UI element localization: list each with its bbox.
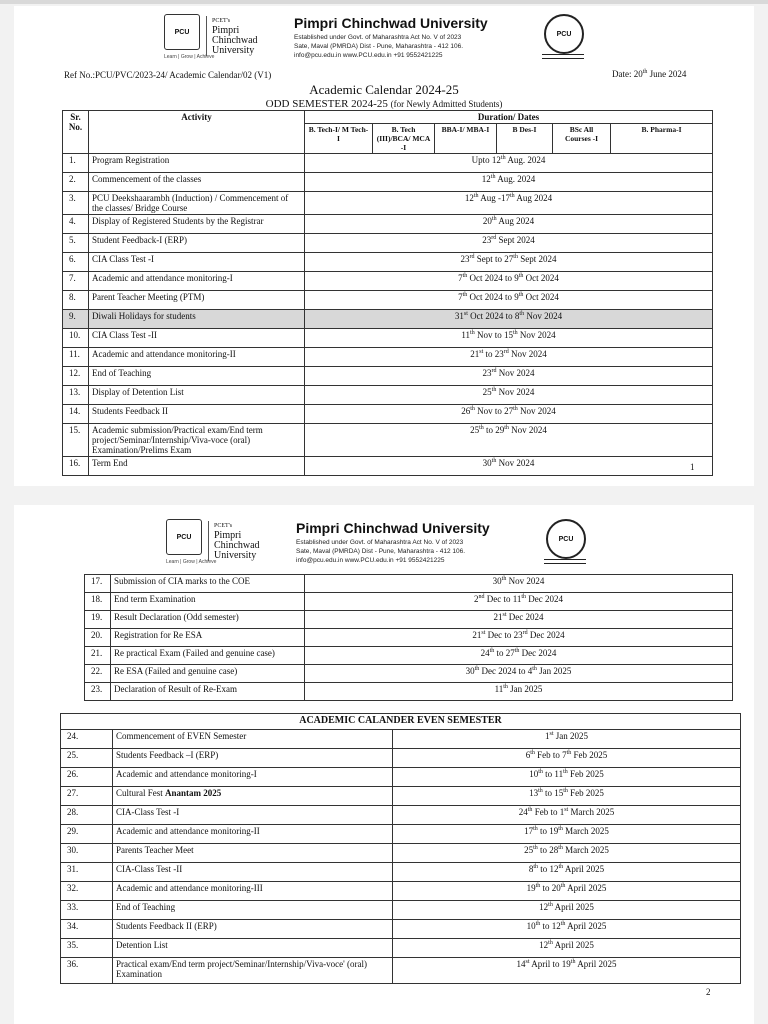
date-cell: 19th to 20th April 2025 [393,882,741,901]
activity-cell: CIA Class Test -I [89,253,305,272]
logo-wordmark-top: PCET's [214,523,233,529]
logo-wordmark [208,521,270,561]
row-number: 6. [63,253,89,272]
row-number: 4. [63,215,89,234]
program-header: B. Pharma-I [611,124,713,154]
table-row [61,939,741,958]
table-row [61,749,741,768]
logo-wordmark-line: Pimpri [214,530,242,541]
activity-cell: Students Feedback II (ERP) [113,920,393,939]
activity-cell: Result Declaration (Odd semester) [111,611,305,629]
date-cell: 26th Nov to 27th Nov 2024 [305,405,713,424]
logo-text: PCU [176,533,192,541]
row-number: 23. [85,683,111,701]
activity-cell: Registration for Re ESA [111,629,305,647]
table-row [63,253,713,272]
date-cell: 8th to 12th April 2025 [393,863,741,882]
table-row [63,154,713,173]
date-cell: 17th to 19th March 2025 [393,825,741,844]
activity-cell: Academic and attendance monitoring-II [113,825,393,844]
table-row [61,768,741,787]
university-seal-icon: PCU [546,519,586,559]
page-number: 2 [706,987,711,997]
table-row [85,593,733,611]
activity-cell: CIA Class Test -II [89,329,305,348]
logo-wordmark-line: Chinchwad [214,540,260,551]
activity-cell: PCU Deekshaarambh (Induction) / Commencement of the classes/ Bridge Course [89,192,305,215]
table-row [63,405,713,424]
program-header: B. Tech-I/ M Tech-I [305,124,373,154]
date-cell: 20th Aug 2024 [305,215,713,234]
activity-cell: Student Feedback-I (ERP) [89,234,305,253]
table-row [61,901,741,920]
activity-cell: CIA-Class Test -I [113,806,393,825]
table-row [61,882,741,901]
row-number: 24. [61,730,113,749]
tagline: Learn | Grow | Achieve [164,54,215,60]
date-cell: Upto 12th Aug. 2024 [305,154,713,173]
table-row [61,806,741,825]
date-cell: 10th to 11th Feb 2025 [393,768,741,787]
table-row [63,173,713,192]
table-row [63,291,713,310]
page-title: Academic Calendar 2024-25 [309,82,459,97]
activity-cell: Academic submission/Practical exam/End term project/Seminar/Internship/Viva-voce (oral) Examination/Prelims Exam [89,424,305,457]
address-line: Sate, Maval (PMRDA) Dist - Pune, Maharashtra - 412 106. [296,548,466,555]
table-row [63,192,713,215]
activity-cell: End of Teaching [113,901,393,920]
activity-cell: Program Registration [89,154,305,173]
even-semester-heading: ACADEMIC CALANDER EVEN SEMESTER [61,714,741,730]
row-number: 5. [63,234,89,253]
activity-cell: End term Examination [111,593,305,611]
even-semester-table [60,713,741,984]
activity-cell: Parents Teacher Meet [113,844,393,863]
seal-underline [544,559,586,564]
row-number: 16. [63,457,89,476]
logo-wordmark-line: Pimpri [212,25,240,36]
date-cell: 7th Oct 2024 to 9th Oct 2024 [305,272,713,291]
activity-cell: Submission of CIA marks to the COE [111,575,305,593]
logo-wordmark [206,16,268,56]
activity-cell: Commencement of EVEN Semester [113,730,393,749]
activity-cell: Parent Teacher Meeting (PTM) [89,291,305,310]
date-cell: 24th to 27th Dec 2024 [305,647,733,665]
document-page-2 [14,505,754,1024]
table-row [85,647,733,665]
table-row [63,272,713,291]
seal-underline [542,54,584,59]
row-number: 34. [61,920,113,939]
activity-cell: Detention List [113,939,393,958]
row-number: 10. [63,329,89,348]
row-number: 2. [63,173,89,192]
letterhead [164,14,614,66]
university-name: Pimpri Chinchwad University [296,520,490,536]
date-cell: 12th April 2025 [393,901,741,920]
row-number: 12. [63,367,89,386]
university-logo [166,519,202,555]
university-seal-icon: PCU [544,14,584,54]
table-row [63,234,713,253]
activity-cell: Academic and attendance monitoring-II [89,348,305,367]
semester-subtitle [14,98,754,110]
table-row [85,611,733,629]
university-name: Pimpri Chinchwad University [294,15,488,31]
date-cell: 25th to 29th Nov 2024 [305,424,713,457]
table-row [63,329,713,348]
activity-cell: Diwali Holidays for students [89,310,305,329]
table-row [61,920,741,939]
column-header-sr: Sr. No. [63,111,89,154]
page-number: 1 [690,462,695,472]
table-row [61,863,741,882]
table-row [61,730,741,749]
activity-cell: Term End [89,457,305,476]
row-number: 29. [61,825,113,844]
logo-wordmark-line: University [214,550,257,561]
address-line: Sate, Maval (PMRDA) Dist - Pune, Maharashtra - 412 106. [294,43,464,50]
viewer-top-bar [0,0,768,4]
activity-cell: Students Feedback –I (ERP) [113,749,393,768]
row-number: 19. [85,611,111,629]
row-number: 31. [61,863,113,882]
row-number: 18. [85,593,111,611]
table-row [61,844,741,863]
program-header: B Des-I [497,124,553,154]
document-date: Date: 20th June 2024 [612,69,687,79]
date-cell: 25th to 28th March 2025 [393,844,741,863]
date-cell: 10th to 12th April 2025 [393,920,741,939]
row-number: 7. [63,272,89,291]
table-row [63,348,713,367]
activity-cell: Re ESA (Failed and genuine case) [111,665,305,683]
even-semester-rows [61,730,741,984]
column-header-duration: Duration/ Dates [305,111,713,124]
table-row [63,424,713,457]
activity-cell: Academic and attendance monitoring-I [89,272,305,291]
row-number: 8. [63,291,89,310]
date-cell: 30th Nov 2024 [305,575,733,593]
table-row [61,825,741,844]
date-cell: 30th Dec 2024 to 4th Jan 2025 [305,665,733,683]
date-cell: 24th Feb to 1st March 2025 [393,806,741,825]
row-number: 11. [63,348,89,367]
date-cell: 21st Dec 2024 [305,611,733,629]
row-number: 21. [85,647,111,665]
table-row [63,367,713,386]
date-cell: 23rd Sept to 27th Sept 2024 [305,253,713,272]
establishment-line: Established under Govt. of Maharashtra Act No. V of 2023 [294,34,462,41]
row-number: 32. [61,882,113,901]
document-page-1 [14,6,754,486]
row-number: 33. [61,901,113,920]
table-row [85,683,733,701]
row-number: 15. [63,424,89,457]
row-number: 26. [61,768,113,787]
reference-number: Ref No.:PCU/PVC/2023-24/ Academic Calendar/02 (V1) [64,70,272,80]
row-number: 17. [85,575,111,593]
date-cell: 21st Dec to 23rd Dec 2024 [305,629,733,647]
contact-line: info@pcu.edu.in www.PCU.edu.in +91 9552421225 [296,557,445,564]
date-cell: 31st Oct 2024 to 8th Nov 2024 [305,310,713,329]
semester-subtitle-main: ODD SEMESTER 2024-25 [265,98,388,110]
program-header: BSc All Courses -I [553,124,611,154]
date-cell: 11th Jan 2025 [305,683,733,701]
date-cell: 6th Feb to 7th Feb 2025 [393,749,741,768]
tagline: Learn | Grow | Achieve [166,559,217,565]
program-header: B. Tech (III)/BCA/ MCA -I [373,124,435,154]
odd-semester-continued-table [84,574,733,701]
logo-wordmark-top: PCET's [212,18,231,24]
row-number: 27. [61,787,113,806]
date-cell: 23rd Sept 2024 [305,234,713,253]
row-number: 30. [61,844,113,863]
activity-cell: Display of Detention List [89,386,305,405]
row-number: 35. [61,939,113,958]
continued-rows [85,575,733,701]
date-cell: 1st Jan 2025 [393,730,741,749]
date-cell: 21st to 23rd Nov 2024 [305,348,713,367]
activity-cell: Display of Registered Students by the Registrar [89,215,305,234]
table-row [85,629,733,647]
semester-subtitle-note: (for Newly Admitted Students) [390,99,503,109]
table-row [63,215,713,234]
odd-semester-table [62,110,713,476]
activity-cell: Academic and attendance monitoring-III [113,882,393,901]
activity-cell: CIA-Class Test -II [113,863,393,882]
activity-cell: End of Teaching [89,367,305,386]
date-cell: 12th Aug -17th Aug 2024 [305,192,713,215]
row-number: 14. [63,405,89,424]
date-cell: 14st April to 19th April 2025 [393,958,741,984]
activity-cell: Practical exam/End term project/Seminar/Internship/Viva-voce' (oral) Examination [113,958,393,984]
table-row [85,665,733,683]
table-row [61,958,741,984]
table-row [85,575,733,593]
row-number: 25. [61,749,113,768]
date-cell: 13th to 15th Feb 2025 [393,787,741,806]
date-cell: 2nd Dec to 11th Dec 2024 [305,593,733,611]
activity-cell: Declaration of Result of Re-Exam [111,683,305,701]
odd-semester-rows [63,154,713,476]
row-number: 28. [61,806,113,825]
row-number: 36. [61,958,113,984]
contact-line: info@pcu.edu.in www.PCU.edu.in +91 9552421225 [294,52,443,59]
row-number: 1. [63,154,89,173]
row-number: 9. [63,310,89,329]
date-cell: 23rd Nov 2024 [305,367,713,386]
activity-cell: Students Feedback II [89,405,305,424]
logo-wordmark-line: Chinchwad [212,35,258,46]
activity-cell: Cultural Fest Anantam 2025 [113,787,393,806]
establishment-line: Established under Govt. of Maharashtra Act No. V of 2023 [296,539,464,546]
table-row [63,386,713,405]
university-logo [164,14,200,50]
row-number: 20. [85,629,111,647]
date-cell: 12th April 2025 [393,939,741,958]
activity-cell: Re practical Exam (Failed and genuine case) [111,647,305,665]
date-cell: 25th Nov 2024 [305,386,713,405]
date-cell: 11th Nov to 15th Nov 2024 [305,329,713,348]
activity-cell: Commencement of the classes [89,173,305,192]
table-row [63,310,713,329]
logo-wordmark-line: University [212,45,255,56]
row-number: 22. [85,665,111,683]
table-row [61,787,741,806]
table-row [63,457,713,476]
date-cell: 12th Aug. 2024 [305,173,713,192]
column-header-activity: Activity [89,111,305,154]
date-cell: 30th Nov 2024 [305,457,713,476]
program-header: BBA-I/ MBA-I [435,124,497,154]
logo-text: PCU [174,28,190,36]
letterhead [166,519,616,571]
row-number: 3. [63,192,89,215]
row-number: 13. [63,386,89,405]
activity-cell: Academic and attendance monitoring-I [113,768,393,787]
date-cell: 7th Oct 2024 to 9th Oct 2024 [305,291,713,310]
